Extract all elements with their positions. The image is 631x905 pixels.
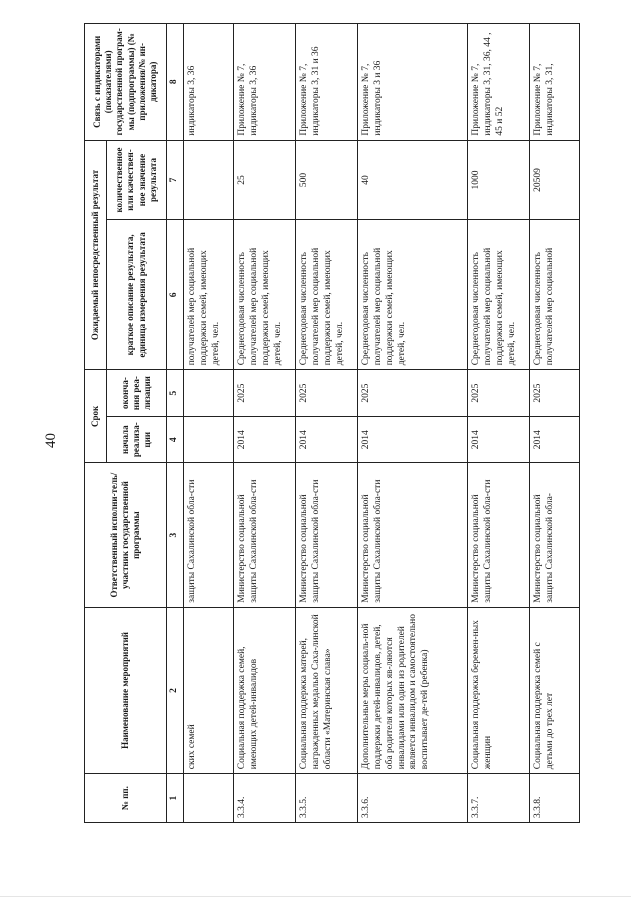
header-result-desc: краткое описание результата, единица измерения результата xyxy=(107,220,167,370)
row-value: 20509 xyxy=(529,140,579,220)
row-end: 2025 xyxy=(467,370,529,417)
row-name: Социальная поддержка беремен-ных женщин xyxy=(467,607,529,773)
column-number: 5 xyxy=(167,370,184,417)
row-name: Дополнительные меры социаль-ной поддержки детей-инвалидов, детей, оба родителя которых яв-ляются инвалидами или один из родителей является инвалидом и самостоятельно воспитывает де-тей (ребенка) xyxy=(357,607,467,773)
row-start: 2014 xyxy=(467,416,529,463)
row-desc: Среднегодовая численность получателей мер социальной поддержки семей, имеющих детей, чел. xyxy=(295,220,357,370)
row-responsible: Министерство социальной защиты Сахалинской обла-сти xyxy=(295,463,357,607)
row-link: Приложение № 7, индикаторы 3, 31 и 36 xyxy=(295,24,357,141)
scan-edge-line xyxy=(0,896,631,897)
rotated-table-wrapper xyxy=(84,23,578,823)
row-end: 2025 xyxy=(357,370,467,417)
column-number: 4 xyxy=(167,416,184,463)
row-desc: Среднегодовая численность получателей мер социальной поддержки семей, имеющих детей, чел. xyxy=(233,220,295,370)
column-number: 7 xyxy=(167,140,184,220)
row-num: 3.3.5. xyxy=(295,774,357,823)
row-value xyxy=(183,140,233,220)
row-desc: Среднегодовая численность получателей мер социальной xyxy=(529,220,579,370)
row-end: 2025 xyxy=(529,370,579,417)
row-value: 40 xyxy=(357,140,467,220)
table-row xyxy=(467,24,529,823)
row-end xyxy=(183,370,233,417)
row-end: 2025 xyxy=(295,370,357,417)
header-name: Наименование мероприятий xyxy=(85,607,167,773)
row-desc: Среднегодовая численность получателей мер социальной поддержки семей, имеющих детей, чел. xyxy=(357,220,467,370)
row-end: 2025 xyxy=(233,370,295,417)
row-name: Социальная поддержка семей с детьми до трех лет xyxy=(529,607,579,773)
table-row xyxy=(529,24,579,823)
column-number: 8 xyxy=(167,24,184,141)
activities-table xyxy=(84,23,580,823)
row-value: 500 xyxy=(295,140,357,220)
row-link: индикаторы 3, 36 xyxy=(183,24,233,141)
row-num: 3.3.7. xyxy=(467,774,529,823)
row-responsible: Министерство социальной защиты Сахалинской обла-сти xyxy=(467,463,529,607)
row-value: 1000 xyxy=(467,140,529,220)
row-responsible: Министерство социальной защиты Сахалинской обла-сти xyxy=(233,463,295,607)
header-result-value: количественное или качествен-ное значение результата xyxy=(107,140,167,220)
table-row xyxy=(183,24,233,823)
table-row xyxy=(295,24,357,823)
row-value: 25 xyxy=(233,140,295,220)
table-row xyxy=(233,24,295,823)
row-desc: Среднегодовая численность получателей мер социальной поддержки семей, имеющих детей, чел. xyxy=(467,220,529,370)
row-link: Приложение № 7, индикаторы 3, 36 xyxy=(233,24,295,141)
header-term-start: начала реализа-ции xyxy=(107,416,167,463)
row-start xyxy=(183,416,233,463)
row-start: 2014 xyxy=(295,416,357,463)
column-number: 6 xyxy=(167,220,184,370)
page-number: 40 xyxy=(43,433,59,448)
header-responsible: Ответственный исполни-тель/участник государственной программы xyxy=(85,463,167,607)
table-row xyxy=(357,24,467,823)
row-desc: получателей мер социальной поддержки семей, имеющих детей, чел. xyxy=(183,220,233,370)
column-number-row xyxy=(167,24,184,823)
row-link: Приложение № 7, индикаторы 3 и 36 xyxy=(357,24,467,141)
header-term: Срок xyxy=(85,370,107,463)
row-responsible: Министерство социальной защиты Сахалинской обла- xyxy=(529,463,579,607)
header-term-end: оконча-ния реа-лизации xyxy=(107,370,167,417)
row-link: Приложение № 7, индикаторы 3, 31, xyxy=(529,24,579,141)
row-num: 3.3.4. xyxy=(233,774,295,823)
row-num: 3.3.6. xyxy=(357,774,467,823)
row-name: Социальная поддержка матерей, награжденных медалью Саха-линской области «Материнская слава» xyxy=(295,607,357,773)
header-link: Связь с индикаторами (показателями) государственной програм-мы (подпрограммы) (№ приложения/№ ин-дикатора) xyxy=(85,24,167,141)
column-number: 2 xyxy=(167,607,184,773)
row-start: 2014 xyxy=(529,416,579,463)
row-num: 3.3.8. xyxy=(529,774,579,823)
row-responsible: защиты Сахалинской обла-сти xyxy=(183,463,233,607)
row-link: Приложение № 7, индикаторы 3, 31, 36, 44 , 45 и 52 xyxy=(467,24,529,141)
column-number: 3 xyxy=(167,463,184,607)
row-responsible: Министерство социальной защиты Сахалинской обла-сти xyxy=(357,463,467,607)
header-num: № пп. xyxy=(85,774,167,823)
column-number: 1 xyxy=(167,774,184,823)
row-num xyxy=(183,774,233,823)
row-name: ских семей xyxy=(183,607,233,773)
header-result: Ожидаемый непосредственный результат xyxy=(85,140,107,370)
row-start: 2014 xyxy=(233,416,295,463)
row-name: Социальная поддержка семей, имеющих детей-инвалидов xyxy=(233,607,295,773)
row-start: 2014 xyxy=(357,416,467,463)
